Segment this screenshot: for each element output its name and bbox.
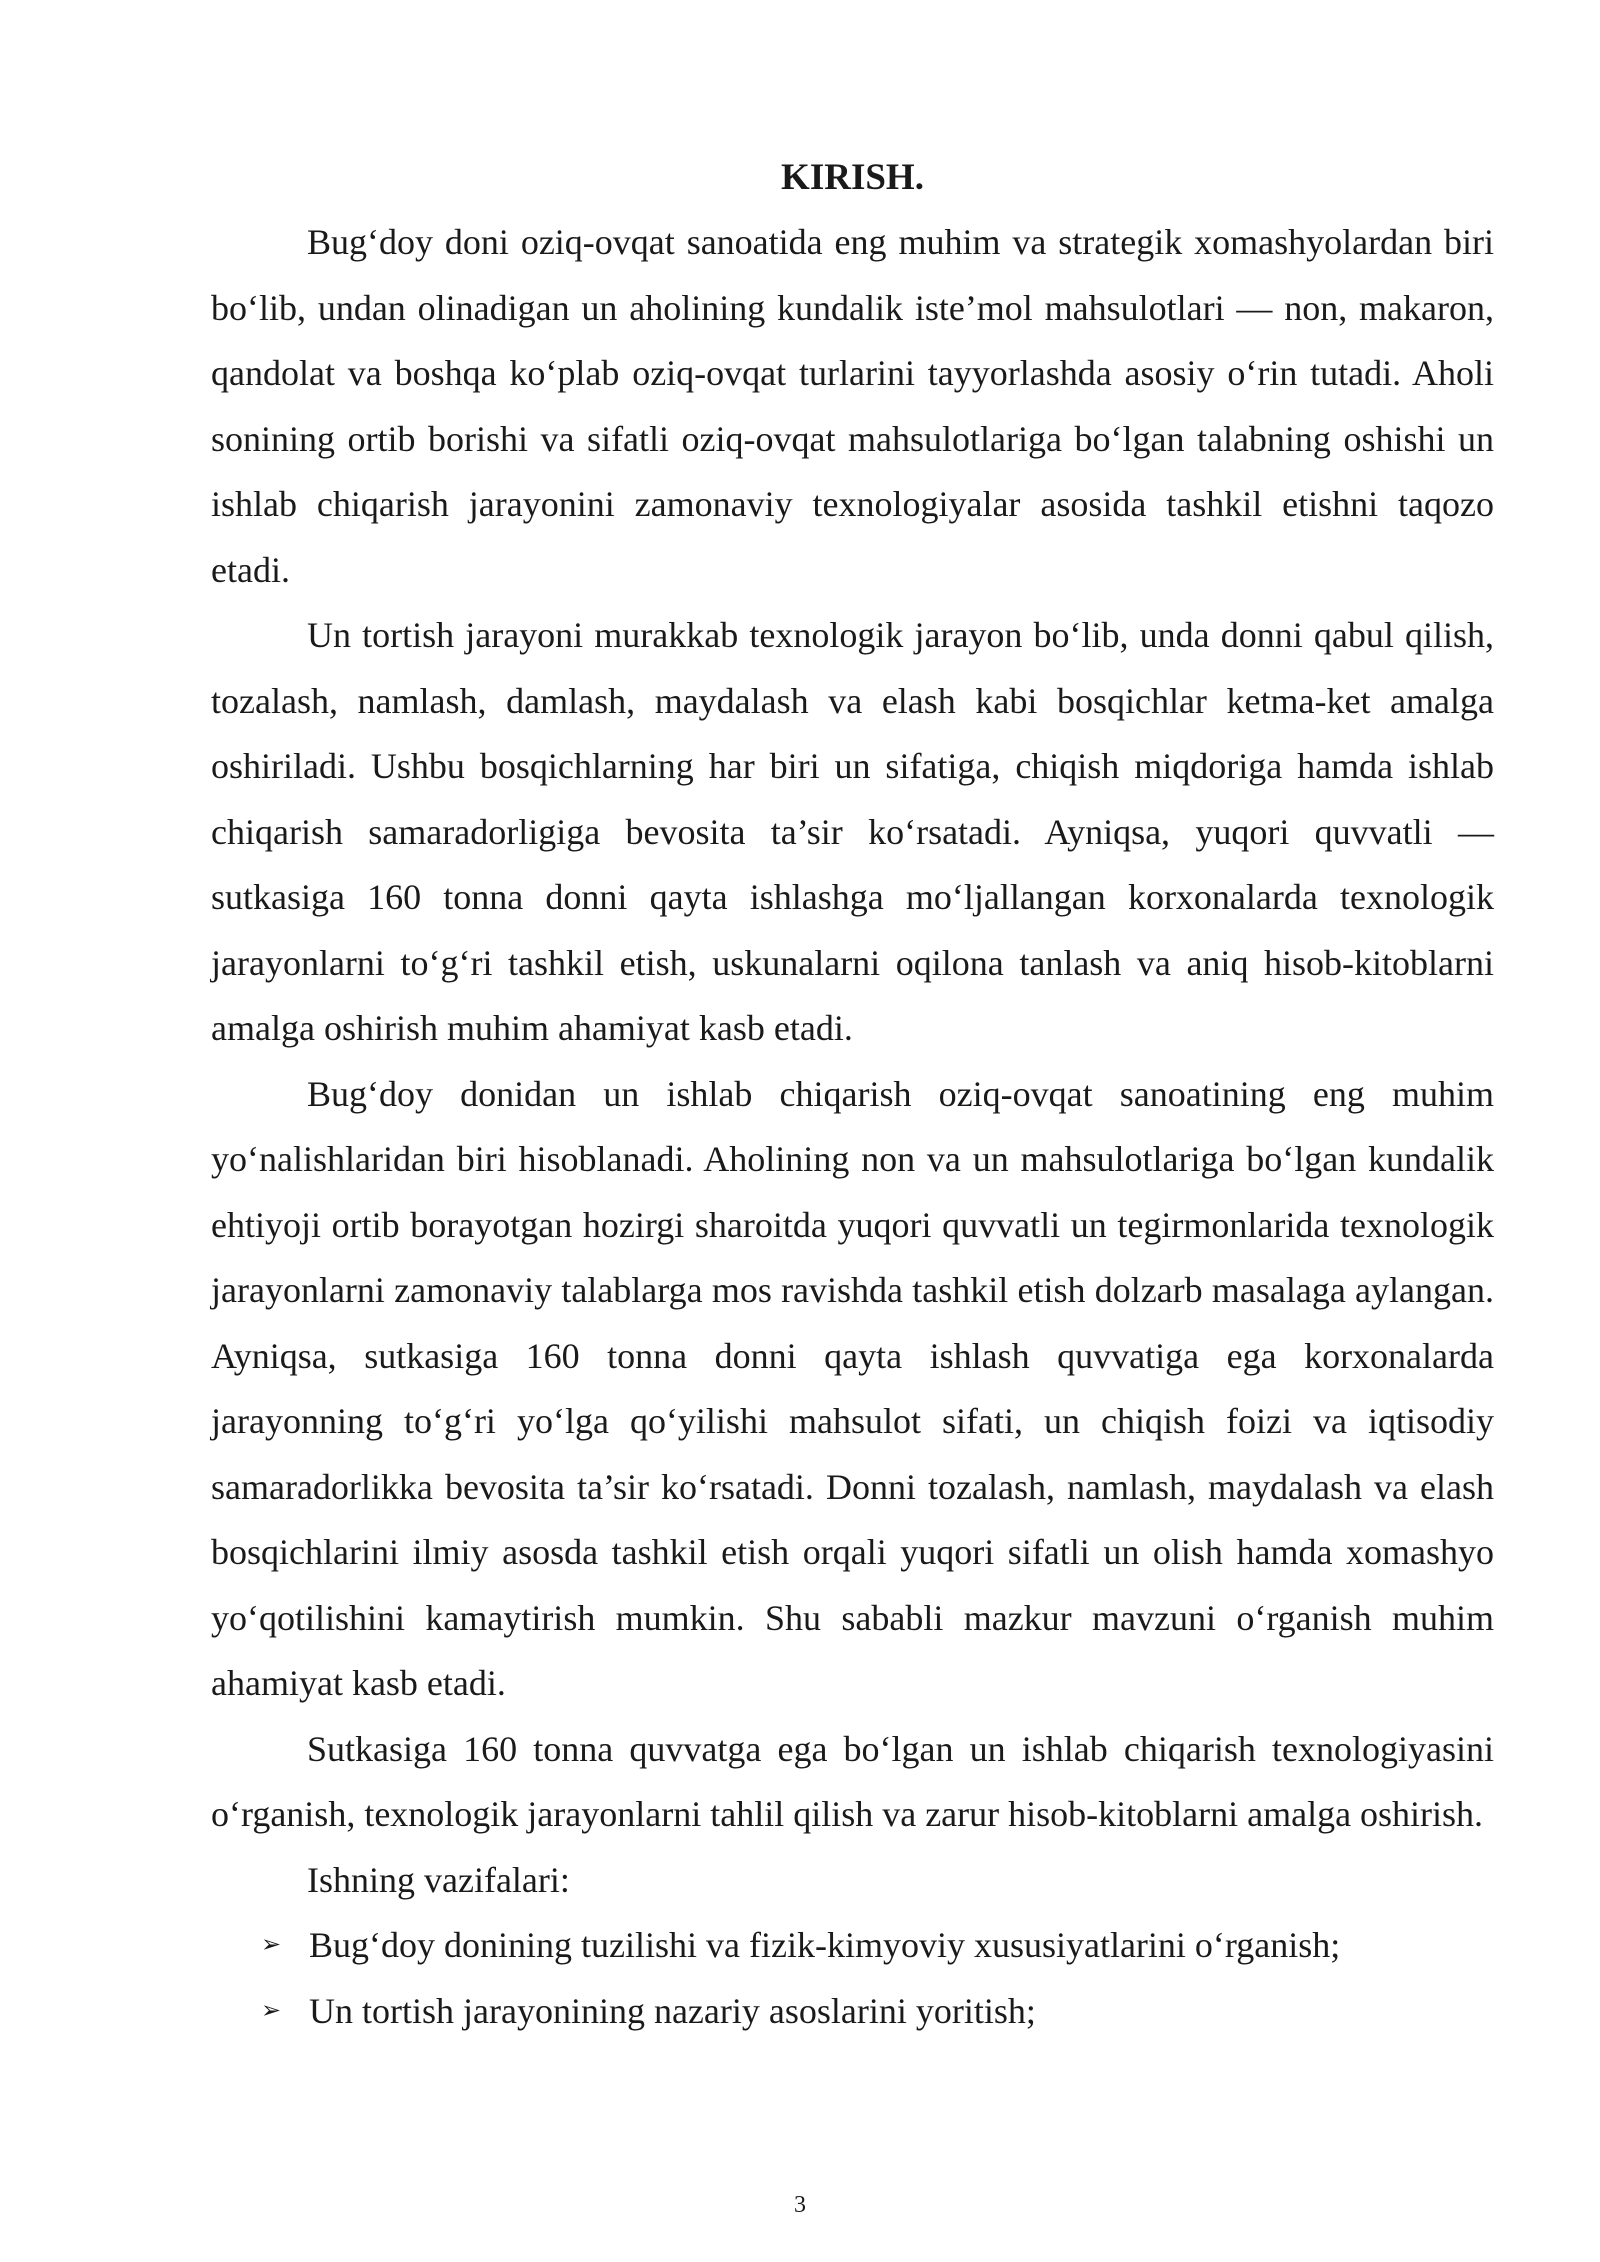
document-page [211, 148, 1494, 2044]
list-item [211, 1913, 1494, 1979]
tasks-heading: Ishning vazifalari: [307, 1859, 570, 1900]
arrowhead-bullet-icon: ➢ [261, 1932, 282, 1958]
list-item [211, 1979, 1494, 2045]
paragraph-1: Bug‘doy doni oziq-ovqat sanoatida eng muhim va strategik xomashyolardan biri bo‘lib, undan olinadigan un aholining kundalik iste’mol mahsulotlari — non, makaron, qandolat va boshqa ko‘plab oziq-ovqat turlarini tayyorlashda asosiy o‘rin tutadi. Aholi sonining ortib borishi va sifatli oziq-ovqat mahsulotlariga bo‘lgan talabning oshishi un ishlab chiqarish jarayonini zamonaviy texnologiyalar asosida tashkil etishni taqozo etadi. [211, 222, 1494, 590]
tasks-list [211, 1913, 1494, 2044]
task-text: Bug‘doy donining tuzilishi va fizik-kimyoviy xususiyatlarini o‘rganish; [309, 1925, 1341, 1965]
paragraph-2: Un tortish jarayoni murakkab texnologik jarayon bo‘lib, unda donni qabul qilish, tozalash, namlash, damlash, maydalash va elash kabi bosqichlar ketma-ket amalga oshiriladi. Ushbu bosqichlarning har biri un sifatiga, chiqish miqdoriga hamda ishlab chiqarish samaradorligiga bevosita ta’sir ko‘rsatadi. Ayniqsa, yuqori quvvatli — sutkasiga 160 tonna donni qayta ishlashga mo‘ljallangan korxonalarda texnologik jarayonlarni to‘g‘ri tashkil etish, uskunalarni oqilona tanlash va aniq hisob-kitoblarni amalga oshirish muhim ahamiyat kasb etadi. [211, 615, 1494, 1048]
section-title: KIRISH. [781, 157, 924, 198]
arrowhead-bullet-icon: ➢ [261, 1997, 282, 2024]
task-text: Un tortish jarayonining nazariy asoslarini yoritish; [309, 1990, 1036, 2031]
paragraph-4: Sutkasiga 160 tonna quvvatga ega bo‘lgan un ishlab chiqarish texnologiyasini o‘rganish, texnologik jarayonlarni tahlil qilish va zarur hisob-kitoblarni amalga oshirish. [211, 1728, 1494, 1834]
paragraph-3: Bug‘doy donidan un ishlab chiqarish oziq-ovqat sanoatining eng muhim yo‘nalishlaridan biri hisoblanadi. Aholining non va un mahsulotlariga bo‘lgan kundalik ehtiyoji ortib borayotgan hozirgi sharoitda yuqori quvvatli un tegirmonlarida texnologik jarayonlarni zamonaviy talablarga mos ravishda tashkil etish dolzarb masalaga aylangan. Ayniqsa, sutkasiga 160 tonna donni qayta ishlash quvvatiga ega korxonalarda jarayonning to‘g‘ri yo‘lga qo‘yilishi mahsulot sifati, un chiqish foizi va iqtisodiy samaradorlikka bevosita ta’sir ko‘rsatadi. Donni tozalash, namlash, maydalash va elash bosqichlarini ilmiy asosda tashkil etish orqali yuqori sifatli un olish hamda xomashyo yo‘qotilishini kamaytirish mumkin. Shu sababli mazkur mavzuni o‘rganish muhim ahamiyat kasb etadi. [211, 1073, 1494, 1703]
page-number: 3 [794, 2192, 806, 2218]
